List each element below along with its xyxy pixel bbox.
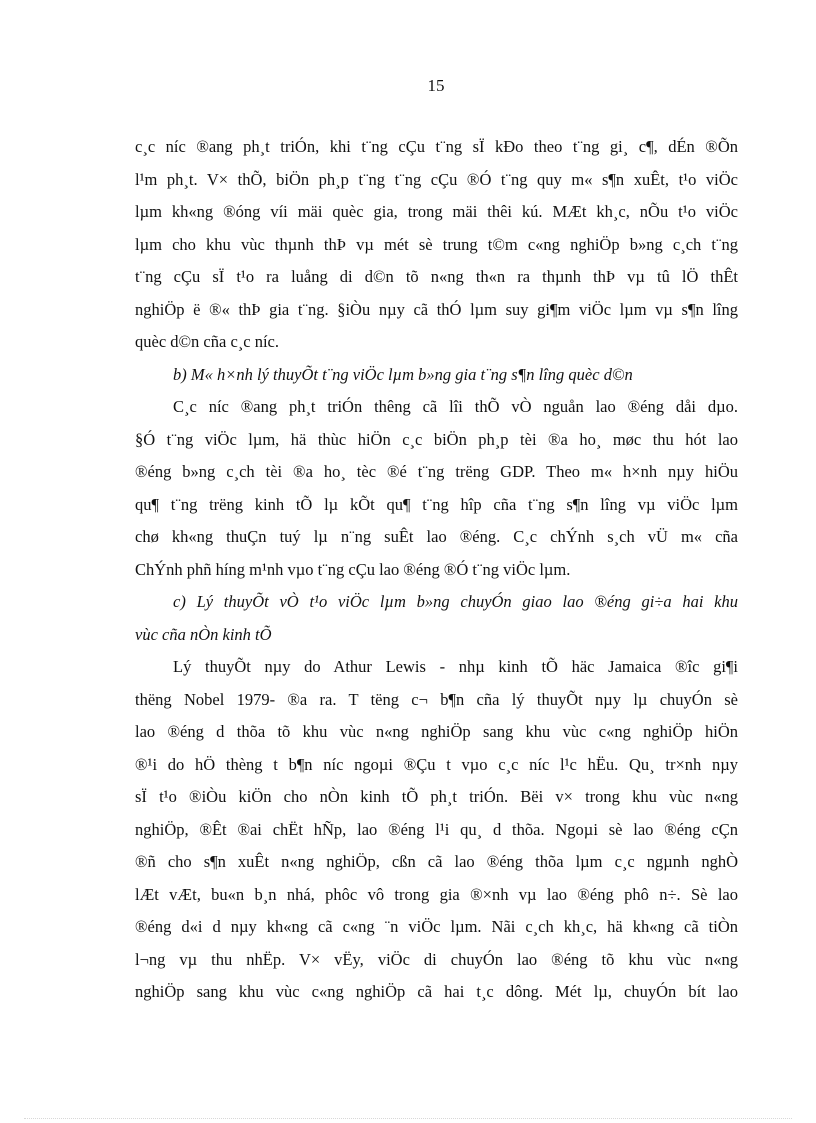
text-line: C¸c níc ®ang ph¸t triÓn thêng cã lîi thÕ vÒ nguån lao ®éng dåi dµo. — [173, 397, 738, 416]
text-line: sÏ t¹o ®iÒu kiÖn cho nÒn kinh tÕ ph¸t triÓn. Bëi v× trong khu vùc n«ng — [135, 787, 738, 806]
section-heading-c-continued: vùc cña nÒn kinh tÕ — [135, 624, 272, 644]
text-line: t¨ng cÇu sÏ t¹o ra luång di d©n tõ n«ng th«n ra thµnh thÞ vµ tû lÖ thÊt — [135, 267, 738, 286]
section-heading-c: c) Lý thuyÕt vÒ t¹o viÖc lµm b»ng chuyÓn giao lao ®éng gi÷a hai khu — [173, 592, 738, 611]
text-line: lÆt vÆt, bu«n b¸n nhá, phôc vô trong gia ®×nh vµ lao ®éng phô n÷. Sè lao — [135, 884, 738, 904]
text-line: ®éng b»ng c¸ch tèi ®a ho¸ tèc ®é t¨ng trëng GDP. Theo m« h×nh nµy hiÖu — [135, 462, 738, 481]
text-line: nghiÖp sang khu vùc c«ng nghiÖp cã hai t¸c dông. Mét lµ, chuyÓn bít lao — [135, 982, 738, 1001]
text-line: Lý thuyÕt nµy do Athur Lewis - nhµ kinh tÕ häc Jamaica ®îc gi¶i — [173, 657, 738, 676]
text-line: ®¹i do hÖ thèng t b¶n níc ngoµi ®Çu t vµo c¸c níc l¹c hËu. Qu¸ tr×nh nµy — [135, 754, 738, 774]
text-line: qu¶ t¨ng trëng kinh tÕ lµ kÕt qu¶ t¨ng hîp cña t¨ng s¶n lîng vµ viÖc lµm — [135, 494, 738, 514]
text-line: quèc d©n cña c¸c níc. — [135, 332, 280, 351]
text-line: l¹m ph¸t. V× thÕ, biÖn ph¸p t¨ng t¨ng cÇu ®Ó t¨ng quy m« s¶n xuÊt, t¹o viÖc — [135, 169, 738, 189]
text-line: thëng Nobel 1979- ®a ra. T tëng c¬ b¶n cña lý thuyÕt nµy lµ chuyÓn sè — [135, 689, 738, 709]
text-line: ®éng d«i d nµy kh«ng cã c«ng ¨n viÖc lµm. Nãi c¸ch kh¸c, hä kh«ng cã tiÒn — [135, 917, 738, 936]
section-heading-b: b) M« h×nh lý thuyÕt t¨ng viÖc lµm b»ng gia t¨ng s¶n lîng quèc d©n — [173, 364, 633, 384]
text-line: lµm cho khu vùc thµnh thÞ vµ mét sè trung t©m c«ng nghiÖp b»ng c¸ch t¨ng — [135, 234, 738, 254]
text-line: nghiÖp, ®Êt ®ai chËt hÑp, lao ®éng l¹i qu¸ d thõa. Ngoµi sè lao ®éng cÇn — [135, 819, 738, 839]
text-line: §Ó t¨ng viÖc lµm, hä thùc hiÖn c¸c biÖn ph¸p tèi ®a ho¸ møc thu hót lao — [135, 429, 738, 449]
text-line: lµm kh«ng ®óng víi mäi quèc gia, trong mäi thêi kú. MÆt kh¸c, nÕu t¹o viÖc — [135, 202, 738, 221]
text-line: ®ñ cho s¶n xuÊt n«ng nghiÖp, cßn cã lao ®éng thõa lµm c¸c ngµnh nghÒ — [135, 852, 738, 871]
page-number: 15 — [427, 76, 445, 95]
text-line: chø kh«ng thuÇn tuý lµ n¨ng suÊt lao ®éng. C¸c chÝnh s¸ch vÜ m« cña — [135, 527, 738, 546]
text-line: l¬ng vµ thu nhËp. V× vËy, viÖc di chuyÓn lao ®éng tõ khu vùc n«ng — [135, 949, 738, 969]
body-text — [135, 131, 738, 1009]
text-line: nghiÖp ë ®« thÞ gia t¨ng. §iÒu nµy cã thÓ lµm suy gi¶m viÖc lµm vµ s¶n lîng — [135, 299, 738, 319]
page-bottom-border — [24, 1118, 792, 1119]
text-line: c¸c níc ®ang ph¸t triÓn, khi t¨ng cÇu t¨ng sÏ kÐo theo t¨ng gi¸ c¶, dÉn ®Õn — [135, 137, 738, 156]
text-line: ChÝnh phñ híng m¹nh vµo t¨ng cÇu lao ®éng ®Ó t¨ng viÖc lµm. — [135, 559, 571, 579]
text-line: lao ®éng d thõa tõ khu vùc n«ng nghiÖp sang khu vùc c«ng nghiÖp hiÖn — [135, 722, 738, 741]
